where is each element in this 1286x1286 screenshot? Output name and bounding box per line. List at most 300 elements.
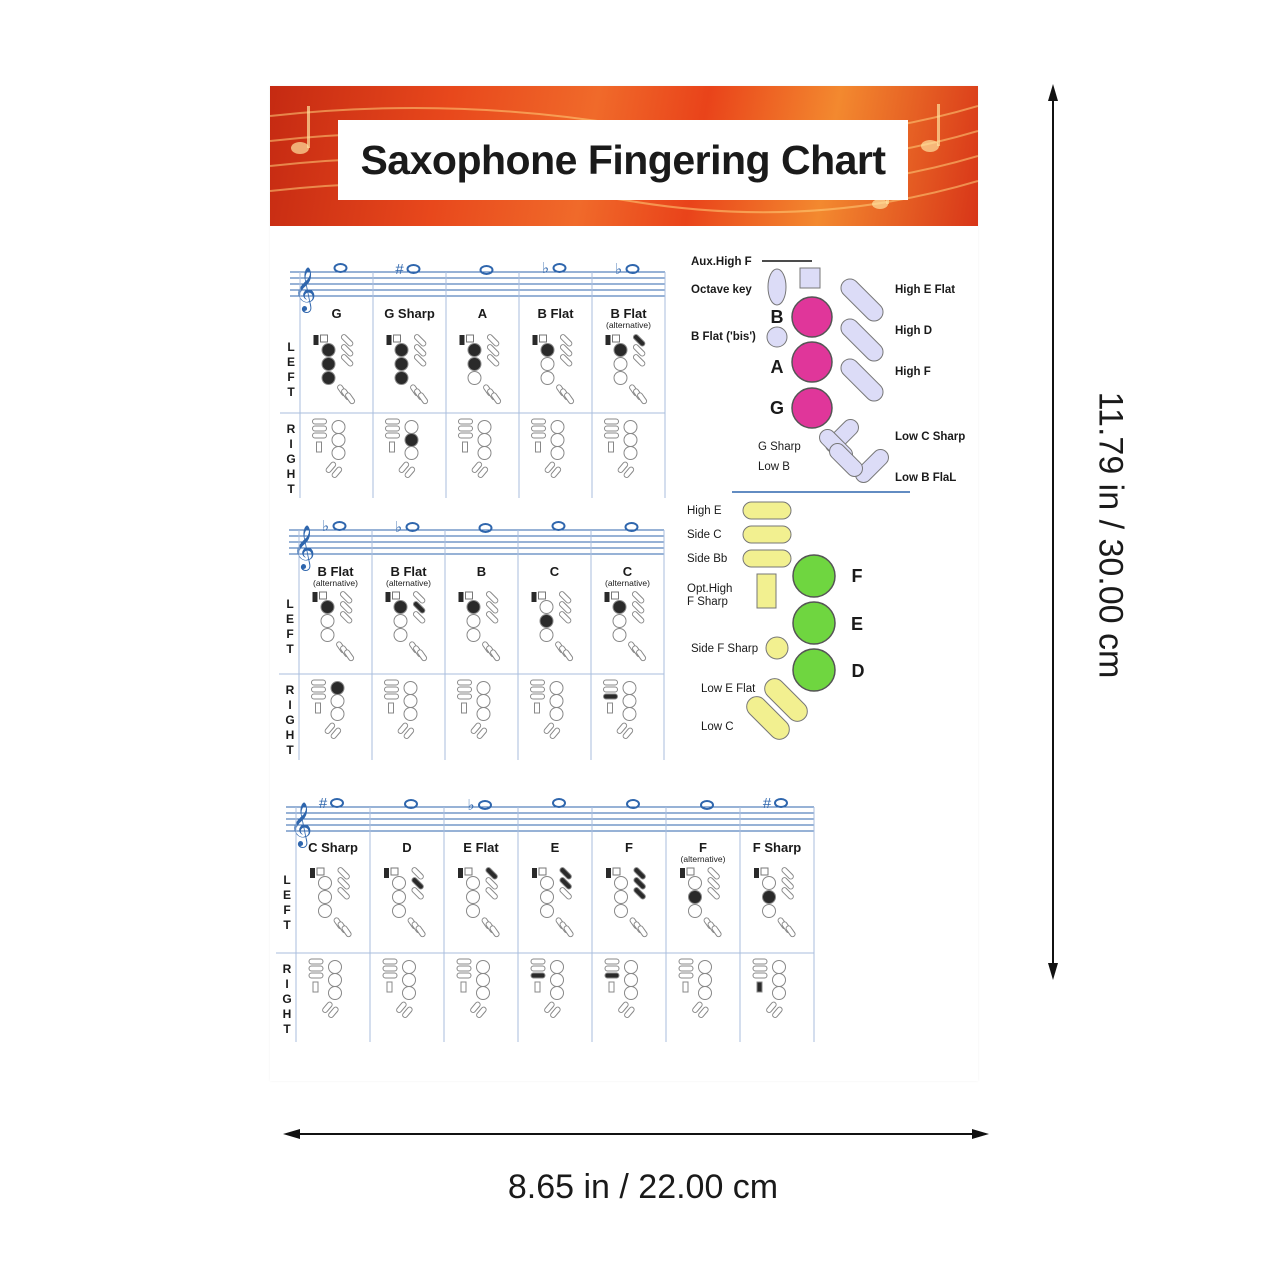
right-side-key <box>313 426 327 431</box>
right-hand-key <box>773 961 786 974</box>
right-side-key <box>459 419 473 424</box>
palm-key-mark <box>467 335 474 342</box>
right-hand-key <box>477 961 490 974</box>
right-side-key <box>309 973 323 978</box>
lower-key-letter: F <box>851 566 863 586</box>
right-hand-key <box>699 987 712 1000</box>
note-label: E <box>550 840 560 855</box>
right-opt-key <box>535 703 540 713</box>
octave-key-mark <box>533 335 538 345</box>
right-side-key-legend <box>743 502 791 519</box>
right-hand-label: R <box>285 683 295 697</box>
right-side-key <box>531 959 545 964</box>
note-head <box>331 799 343 807</box>
right-opt-key <box>609 982 614 992</box>
right-side-key <box>679 973 693 978</box>
left-hand-label: L <box>283 873 291 887</box>
left-hand-key <box>541 372 554 385</box>
right-hand-key <box>624 434 637 447</box>
right-hand-label: R <box>282 962 292 976</box>
treble-clef-icon: 𝄞 <box>292 527 316 569</box>
right-hand-key <box>477 708 490 721</box>
left-hand-key <box>467 877 480 890</box>
right-hand-label: T <box>286 743 294 757</box>
right-hand-key <box>550 695 563 708</box>
b-flat-bis-key <box>767 327 787 347</box>
note-label: B Flat <box>610 306 647 321</box>
note-label: B <box>476 564 487 579</box>
palm-key-mark <box>317 868 324 875</box>
palm-key-mark <box>613 868 620 875</box>
upper-key-label: Octave key <box>691 284 752 296</box>
right-hand-key <box>623 682 636 695</box>
note-head <box>553 799 565 807</box>
right-side-key <box>604 694 618 699</box>
left-hand-label: F <box>286 627 294 641</box>
left-hand-key <box>468 344 481 357</box>
right-opt-key <box>609 442 614 452</box>
upper-key-label: High D <box>895 325 933 337</box>
right-opt-key <box>387 982 392 992</box>
lower-key-label: Opt.High <box>687 583 733 595</box>
octave-key <box>768 269 786 305</box>
right-hand-key <box>551 434 564 447</box>
right-hand-key <box>405 434 418 447</box>
left-hand-key <box>319 905 332 918</box>
right-side-key <box>386 433 400 438</box>
upper-key-label: Aux.High F <box>691 256 752 268</box>
upper-main-key <box>792 342 832 382</box>
palm-key-mark <box>612 592 619 599</box>
right-hand-key <box>550 708 563 721</box>
right-hand-key <box>331 708 344 721</box>
right-hand-key <box>329 987 342 1000</box>
lower-main-key <box>793 555 835 597</box>
right-side-key <box>605 433 619 438</box>
left-hand-label: L <box>287 340 295 354</box>
left-hand-key <box>322 372 335 385</box>
right-side-key <box>312 680 326 685</box>
left-hand-key <box>689 877 702 890</box>
palm-key-mark <box>393 592 400 599</box>
note-label: C <box>622 564 633 579</box>
right-opt-key <box>757 982 762 992</box>
upper-key-letter: B <box>770 307 784 327</box>
octave-key-mark <box>459 592 464 602</box>
right-side-key <box>383 966 397 971</box>
left-hand-key <box>321 629 334 642</box>
right-hand-key <box>624 421 637 434</box>
left-hand-label: E <box>286 355 296 369</box>
left-hand-label: T <box>287 385 295 399</box>
right-side-key-legend <box>743 550 791 567</box>
right-side-key <box>457 959 471 964</box>
left-hand-key <box>393 905 406 918</box>
left-hand-label: T <box>286 642 294 656</box>
left-hand-key <box>540 615 553 628</box>
right-hand-label: H <box>285 728 295 742</box>
right-hand-key <box>332 434 345 447</box>
left-hand-label: E <box>282 888 292 902</box>
octave-key-mark <box>386 592 391 602</box>
right-side-key <box>605 419 619 424</box>
right-hand-key <box>477 695 490 708</box>
octave-key-mark <box>532 592 537 602</box>
upper-key-letter: G <box>769 398 785 418</box>
note-sublabel: (alternative) <box>386 578 431 588</box>
accidental-sign: ♭ <box>541 260 550 277</box>
right-hand-key <box>332 421 345 434</box>
right-hand-label: G <box>285 713 295 727</box>
right-hand-key <box>477 682 490 695</box>
right-side-key <box>385 687 399 692</box>
note-head <box>481 266 493 274</box>
left-hand-key <box>763 891 776 904</box>
lower-key-label: Side C <box>687 529 722 541</box>
left-hand-label: L <box>286 597 294 611</box>
left-hand-key <box>467 905 480 918</box>
note-head <box>479 801 491 809</box>
note-head <box>334 522 346 530</box>
upper-key-letter: A <box>770 357 784 377</box>
lower-key-label: F Sharp <box>687 596 728 608</box>
side-f-sharp-key <box>766 637 788 659</box>
accidental-sign: # <box>395 261 404 278</box>
palm-key-mark <box>465 868 472 875</box>
palm-key-mark <box>466 592 473 599</box>
right-side-key <box>753 966 767 971</box>
right-hand-key <box>551 447 564 460</box>
left-hand-key <box>763 877 776 890</box>
right-hand-label: H <box>282 1007 292 1021</box>
right-side-key <box>531 966 545 971</box>
width-arrow-right <box>972 1129 989 1139</box>
note-head <box>480 524 492 532</box>
right-hand-key <box>331 695 344 708</box>
note-label: G Sharp <box>384 306 435 321</box>
right-side-key <box>753 959 767 964</box>
left-hand-key <box>615 891 628 904</box>
left-hand-key <box>395 358 408 371</box>
palm-side-key <box>837 355 886 404</box>
note-label: A <box>477 306 488 321</box>
left-hand-key <box>393 877 406 890</box>
note-label: B Flat <box>537 306 574 321</box>
left-hand-key <box>322 358 335 371</box>
right-opt-key <box>316 703 321 713</box>
right-hand-key <box>403 987 416 1000</box>
accidental-sign: # <box>318 795 328 812</box>
right-hand-key <box>404 695 417 708</box>
left-hand-key <box>614 372 627 385</box>
right-hand-key <box>478 447 491 460</box>
octave-key-mark <box>458 868 463 878</box>
note-label: C <box>549 564 560 579</box>
upper-main-key <box>792 388 832 428</box>
right-opt-key <box>683 982 688 992</box>
octave-key-mark <box>754 868 759 878</box>
upper-key-label: G Sharp <box>758 441 801 453</box>
right-hand-key <box>404 708 417 721</box>
right-hand-key <box>773 987 786 1000</box>
right-hand-key <box>551 974 564 987</box>
note-label: F <box>625 840 633 855</box>
left-hand-key <box>394 601 407 614</box>
right-hand-label: G <box>286 452 296 466</box>
upper-key-label: B Flat ('bis') <box>691 331 756 343</box>
right-opt-key <box>608 703 613 713</box>
left-hand-key <box>467 615 480 628</box>
upper-key-label: High E Flat <box>895 284 956 296</box>
palm-key-mark <box>539 592 546 599</box>
left-hand-key <box>321 615 334 628</box>
right-side-key <box>532 433 546 438</box>
right-side-key <box>383 959 397 964</box>
right-opt-key <box>461 982 466 992</box>
right-side-key <box>605 966 619 971</box>
right-opt-key <box>463 442 468 452</box>
right-hand-key <box>329 974 342 987</box>
right-opt-key <box>390 442 395 452</box>
right-side-key <box>532 419 546 424</box>
right-hand-key <box>551 421 564 434</box>
palm-key-mark <box>394 335 401 342</box>
left-hand-key <box>467 891 480 904</box>
lower-key-letter: E <box>850 614 864 634</box>
right-hand-key <box>478 434 491 447</box>
right-hand-key <box>550 682 563 695</box>
right-side-key <box>679 966 693 971</box>
note-sublabel: (alternative) <box>606 320 651 330</box>
lower-main-key <box>793 649 835 691</box>
right-hand-label: I <box>289 437 293 451</box>
right-side-key <box>605 426 619 431</box>
note-sublabel: (alternative) <box>680 854 726 864</box>
right-side-key <box>386 426 400 431</box>
note-label: F Sharp <box>752 840 802 855</box>
right-side-key <box>312 687 326 692</box>
left-hand-key <box>319 891 332 904</box>
left-hand-key <box>613 615 626 628</box>
palm-key-mark <box>391 868 398 875</box>
right-hand-key <box>624 447 637 460</box>
right-side-key <box>604 680 618 685</box>
upper-key-label: Low B FlaL <box>895 472 957 484</box>
right-side-key <box>312 694 326 699</box>
right-side-key <box>531 680 545 685</box>
left-hand-key <box>467 601 480 614</box>
treble-clef-icon: 𝄞 <box>289 804 313 846</box>
note-head <box>775 799 787 807</box>
note-label: E Flat <box>463 840 499 855</box>
right-side-key <box>531 694 545 699</box>
left-hand-key <box>322 344 335 357</box>
left-hand-key <box>689 891 702 904</box>
lower-key-label: High E <box>687 505 722 517</box>
note-label: G <box>331 306 342 321</box>
right-hand-key <box>477 974 490 987</box>
left-hand-key <box>468 358 481 371</box>
right-side-key <box>459 426 473 431</box>
note-sublabel: (alternative) <box>605 578 650 588</box>
octave-key-mark <box>460 335 465 345</box>
left-hand-label: F <box>287 370 295 384</box>
left-hand-key <box>540 629 553 642</box>
right-side-key <box>532 426 546 431</box>
right-hand-label: G <box>282 992 292 1006</box>
right-hand-key <box>405 421 418 434</box>
right-side-key <box>458 680 472 685</box>
palm-side-key <box>837 275 886 324</box>
lower-main-key <box>793 602 835 644</box>
right-hand-key <box>331 682 344 695</box>
right-hand-key <box>625 974 638 987</box>
octave-key-mark <box>605 592 610 602</box>
palm-key-mark <box>687 868 694 875</box>
height-dimension-label: 11.79 in / 30.00 cm <box>1091 391 1130 679</box>
left-hand-key <box>541 905 554 918</box>
left-hand-key <box>541 891 554 904</box>
left-hand-key <box>467 629 480 642</box>
right-hand-key <box>478 421 491 434</box>
upper-key-label: High F <box>895 366 931 378</box>
note-head <box>554 264 566 272</box>
right-opt-key <box>313 982 318 992</box>
height-arrow-top <box>1048 84 1058 101</box>
right-side-key <box>531 973 545 978</box>
right-hand-key <box>699 974 712 987</box>
right-hand-label: I <box>285 977 289 991</box>
aux-high-f-key <box>800 268 820 288</box>
upper-key-label: Low B <box>758 461 790 473</box>
left-hand-label: F <box>283 903 291 917</box>
left-hand-key <box>614 358 627 371</box>
left-hand-key <box>395 344 408 357</box>
left-hand-key <box>615 905 628 918</box>
right-side-key <box>457 973 471 978</box>
right-hand-key <box>623 695 636 708</box>
right-hand-key <box>403 961 416 974</box>
right-hand-key <box>625 961 638 974</box>
left-hand-key <box>763 905 776 918</box>
octave-key-mark <box>314 335 319 345</box>
right-side-key <box>605 959 619 964</box>
palm-key-mark <box>540 335 547 342</box>
right-side-key <box>386 419 400 424</box>
left-hand-key <box>393 891 406 904</box>
right-hand-key <box>404 682 417 695</box>
right-side-key <box>383 973 397 978</box>
right-opt-key <box>389 703 394 713</box>
right-hand-key <box>403 974 416 987</box>
note-label: B Flat <box>390 564 427 579</box>
right-hand-label: T <box>283 1022 291 1036</box>
right-side-key-legend <box>743 526 791 543</box>
lower-key-label: Low C <box>701 721 734 733</box>
note-head <box>553 522 565 530</box>
left-hand-key <box>395 372 408 385</box>
right-hand-key <box>329 961 342 974</box>
palm-side-key <box>837 315 886 364</box>
lower-key-label: Low E Flat <box>701 683 756 695</box>
left-hand-key <box>468 372 481 385</box>
octave-key-mark <box>384 868 389 878</box>
right-side-key <box>313 419 327 424</box>
right-hand-key <box>332 447 345 460</box>
treble-clef-icon: 𝄞 <box>293 269 317 311</box>
upper-key-label: Low C Sharp <box>895 431 966 443</box>
right-side-key <box>679 959 693 964</box>
left-hand-label: T <box>283 918 291 932</box>
left-hand-key <box>394 615 407 628</box>
left-hand-key <box>613 629 626 642</box>
height-arrow-bottom <box>1048 963 1058 980</box>
right-opt-key <box>535 982 540 992</box>
left-hand-key <box>321 601 334 614</box>
chart-title: Saxophone Fingering Chart <box>360 136 886 183</box>
note-head <box>335 264 347 272</box>
accidental-sign: ♭ <box>321 518 330 535</box>
upper-main-key <box>792 297 832 337</box>
note-label: F <box>699 840 707 855</box>
note-sublabel: (alternative) <box>313 578 358 588</box>
right-opt-key <box>462 703 467 713</box>
octave-key-mark <box>606 335 611 345</box>
right-hand-label: T <box>287 482 295 496</box>
accidental-sign: ♭ <box>614 261 623 278</box>
left-hand-key <box>541 877 554 890</box>
right-hand-label: R <box>286 422 296 436</box>
right-side-key <box>605 973 619 978</box>
left-hand-key <box>394 629 407 642</box>
octave-key-mark <box>310 868 315 878</box>
right-hand-key <box>773 974 786 987</box>
lower-key-letter: D <box>851 661 865 681</box>
right-hand-label: H <box>286 467 296 481</box>
left-hand-key <box>541 344 554 357</box>
palm-key-mark <box>320 592 327 599</box>
right-side-key <box>531 687 545 692</box>
note-label: D <box>402 840 412 855</box>
octave-key-mark <box>606 868 611 878</box>
accidental-sign: # <box>762 795 772 812</box>
right-hand-key <box>551 961 564 974</box>
left-hand-key <box>541 358 554 371</box>
right-side-key <box>309 966 323 971</box>
palm-key-mark <box>613 335 620 342</box>
palm-key-mark <box>761 868 768 875</box>
accidental-sign: ♭ <box>394 519 403 536</box>
right-opt-key <box>317 442 322 452</box>
right-side-key <box>457 966 471 971</box>
right-side-key <box>385 694 399 699</box>
right-side-key <box>309 959 323 964</box>
width-arrow-left <box>283 1129 300 1139</box>
right-hand-key <box>699 961 712 974</box>
right-side-key <box>459 433 473 438</box>
note-label: C Sharp <box>308 840 358 855</box>
width-dimension-label: 8.65 in / 22.00 cm <box>507 1168 779 1206</box>
left-hand-key <box>319 877 332 890</box>
note-head <box>701 801 713 809</box>
right-side-key <box>753 973 767 978</box>
octave-key-mark <box>387 335 392 345</box>
octave-key-mark <box>313 592 318 602</box>
lower-key-label: Side Bb <box>687 553 728 565</box>
right-side-key <box>458 687 472 692</box>
left-hand-key <box>613 601 626 614</box>
right-side-key <box>458 694 472 699</box>
